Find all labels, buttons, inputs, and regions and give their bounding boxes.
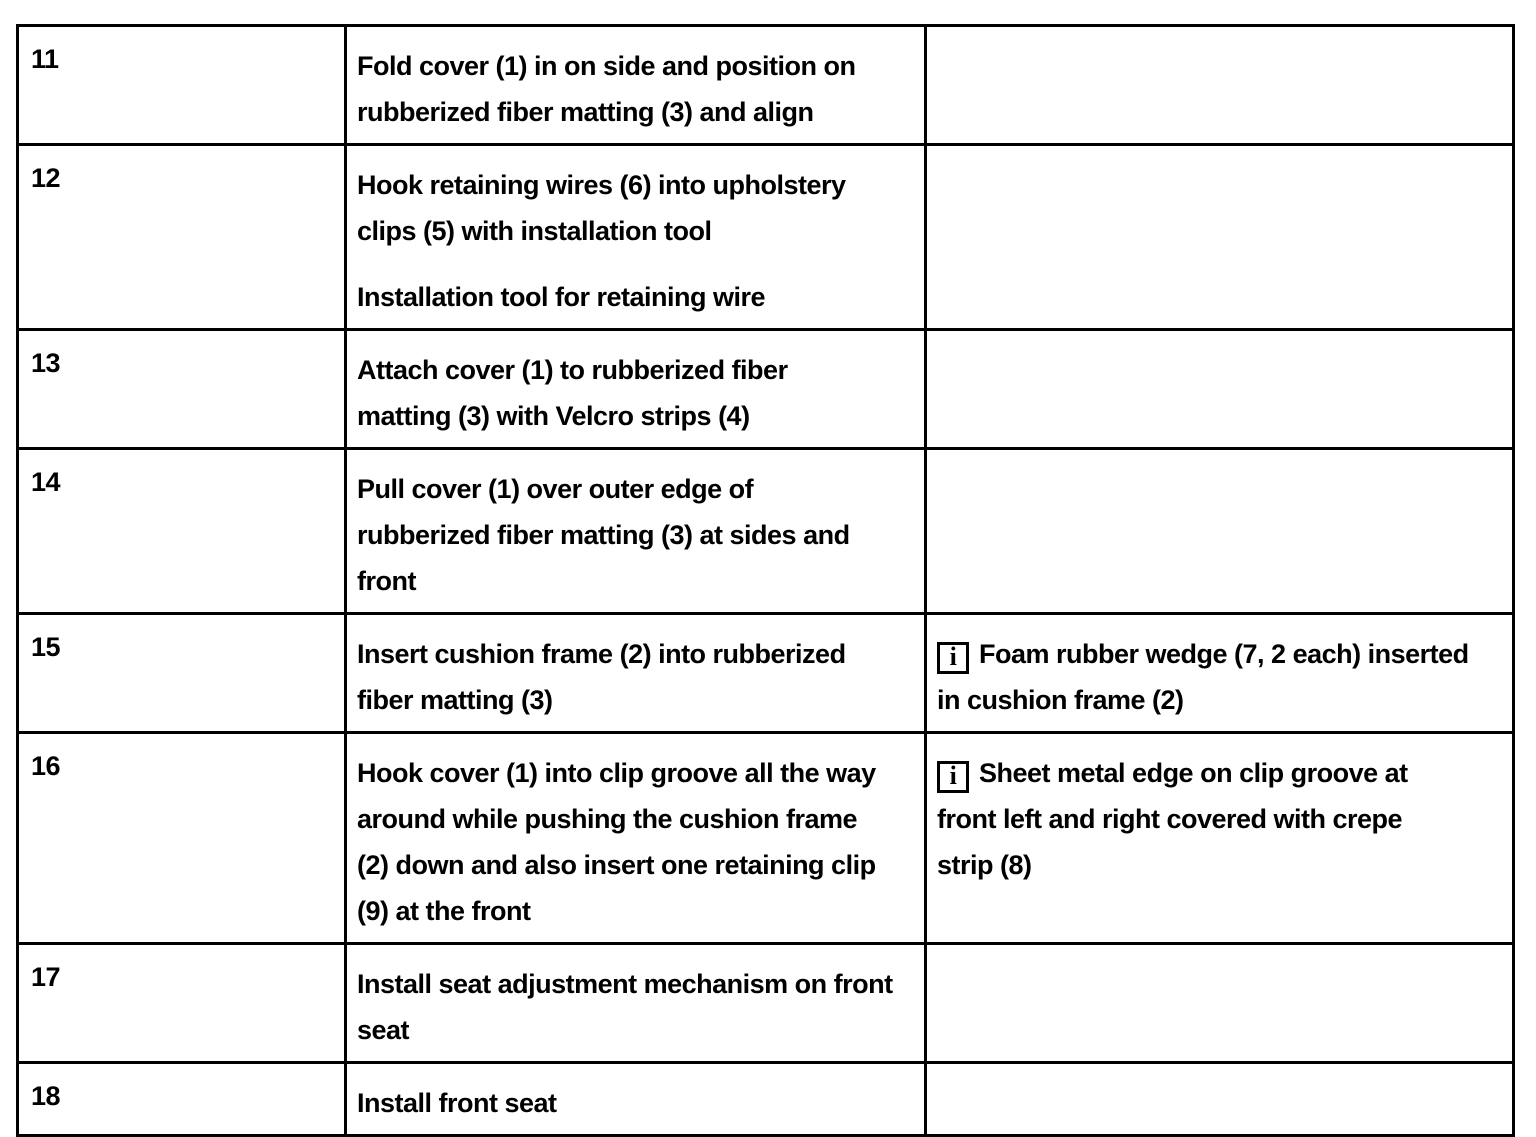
action-line: Hook cover (1) into clip groove all the way [357, 758, 876, 788]
action-line: rubberized fiber matting (3) at sides and [357, 520, 850, 550]
step-note [926, 944, 1514, 1063]
action-line: Install front seat [357, 1088, 557, 1118]
action-line: matting (3) with Velcro strips (4) [357, 401, 750, 431]
action-line: fiber matting (3) [357, 685, 553, 715]
table-row [18, 733, 1514, 944]
action-line: Hook retaining wires (6) into upholstery [357, 170, 846, 200]
table-row [18, 614, 1514, 733]
step-note [926, 26, 1514, 145]
step-note [926, 614, 1514, 733]
step-action [346, 614, 926, 733]
note-line: strip (8) [937, 850, 1032, 880]
step-action [346, 944, 926, 1063]
table-row [18, 26, 1514, 145]
table-row [18, 944, 1514, 1063]
step-note [926, 1063, 1514, 1136]
table-row [18, 1063, 1514, 1136]
action-line: seat [357, 1015, 410, 1045]
note-line: front left and right covered with crepe [937, 804, 1403, 834]
table-row [18, 449, 1514, 614]
step-action [346, 1063, 926, 1136]
step-action [346, 145, 926, 330]
note-line [937, 750, 1504, 796]
step-note [926, 330, 1514, 449]
note-line [937, 631, 1504, 677]
action-line: Insert cushion frame (2) into rubberized [357, 639, 846, 669]
action-line: Attach cover (1) to rubberized fiber [357, 355, 788, 385]
note-line: in cushion frame (2) [937, 685, 1184, 715]
step-action [346, 449, 926, 614]
tool-reference: Installation tool for retaining wire [357, 282, 766, 312]
spacer [357, 254, 916, 274]
action-line: Install seat adjustment mechanism on front [357, 969, 893, 999]
action-line: Pull cover (1) over outer edge of [357, 474, 754, 504]
step-number: 11 [18, 26, 346, 145]
step-number: 15 [18, 614, 346, 733]
info-icon: i [937, 642, 969, 674]
action-line: clips (5) with installation tool [357, 216, 712, 246]
step-number: 17 [18, 944, 346, 1063]
step-number: 14 [18, 449, 346, 614]
step-number: 12 [18, 145, 346, 330]
procedure-table [16, 24, 1515, 1137]
action-line: around while pushing the cushion frame [357, 804, 858, 834]
action-line: (2) down and also insert one retaining clip [357, 850, 876, 880]
step-note [926, 449, 1514, 614]
table-row [18, 330, 1514, 449]
action-line: Fold cover (1) in on side and position on [357, 51, 856, 81]
step-number: 16 [18, 733, 346, 944]
action-line: front [357, 566, 416, 596]
table-row [18, 145, 1514, 330]
note-text: Foam rubber wedge (7, 2 each) inserted [979, 639, 1469, 669]
step-action [346, 26, 926, 145]
note-text: Sheet metal edge on clip groove at [979, 758, 1408, 788]
step-note [926, 733, 1514, 944]
step-note [926, 145, 1514, 330]
action-line: rubberized fiber matting (3) and align [357, 97, 814, 127]
step-number: 18 [18, 1063, 346, 1136]
step-number: 13 [18, 330, 346, 449]
action-line: (9) at the front [357, 896, 531, 926]
info-icon: i [937, 761, 969, 793]
step-action [346, 733, 926, 944]
step-action [346, 330, 926, 449]
